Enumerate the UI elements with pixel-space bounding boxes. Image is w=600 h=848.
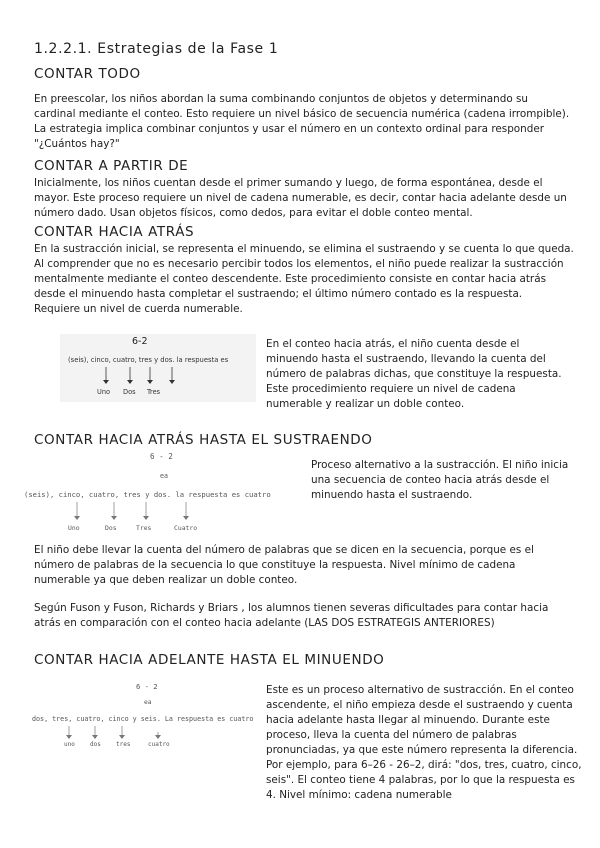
figure-annotation: ea	[144, 699, 152, 706]
figure-operation: 6 - 2	[136, 682, 158, 691]
count-label: Tres	[136, 524, 152, 532]
count-label: Tres	[147, 388, 161, 396]
figure-count-sequence: (seis), cinco, cuatro, tres y dos. la respuesta es cuatro	[24, 490, 271, 499]
heading-contar-todo: CONTAR TODO	[34, 66, 141, 82]
count-label: uno	[64, 741, 75, 748]
paragraph-figure-3: Este es un proceso alternativo de sustracción. En el conteo ascendente, el niño empieza desde el sustraendo y cuenta hacia adelante hasta llegar al minuendo. Durante este proceso, lleva la cuenta del número de palabras pronunciadas, ya que este número representa la diferencia. Por ejemplo, para 6–26 - 26–2, dirá: "dos, tres, cuatro, cinco, seis". El conteo tiene 4 palabras, por lo que la respuesta es 4. Nivel mínimo: cadena numerable	[266, 684, 582, 801]
section-title: 1.2.2.1. Estrategias de la Fase 1	[34, 41, 279, 57]
count-label: tres	[116, 741, 131, 748]
count-label: Uno	[97, 388, 111, 396]
count-label: Uno	[68, 524, 80, 532]
paragraph-fuson: Según Fuson y Fuson, Richards y Briars , los alumnos tienen severas dificultades para contar hacia atrás en comparación con el conteo hacia adelante (LAS DOS ESTRATEGIS ANTERIORES)	[34, 602, 549, 629]
heading-contar-hacia-atras: CONTAR HACIA ATRÁS	[34, 224, 195, 240]
paragraph-double-count: El niño debe llevar la cuenta del número de palabras que se dicen en la secuencia, porque es el número de palabras de la secuencia lo que constituye la respuesta. Nivel mínimo de cadena numerable ya que deben realizar un doble conteo.	[34, 544, 534, 586]
heading-atras-hasta-sustraendo: CONTAR HACIA ATRÁS HASTA EL SUSTRAENDO	[34, 432, 373, 448]
heading-contar-a-partir-de: CONTAR A PARTIR DE	[34, 158, 189, 174]
count-label: Dos	[123, 388, 136, 396]
heading-adelante-hasta-minuendo: CONTAR HACIA ADELANTE HASTA EL MINUENDO	[34, 652, 385, 668]
paragraph-figure-1: En el conteo hacia atrás, el niño cuenta desde el minuendo hasta el sustraendo, llevando la cuenta del número de palabras dichas, que constituye la respuesta. Este procedimiento requiere un nivel de cadena numerable y realizar un doble conteo.	[266, 338, 562, 410]
figure-annotation: ea	[160, 472, 168, 480]
paragraph-contar-a-partir-de: Inicialmente, los niños cuentan desde el primer sumando y luego, de forma espontánea, desde el mayor. Este proceso requiere un nivel de cadena numerable, es decir, contar hacia adelante desde un número dado. Usan objetos físicos, como dedos, para evitar el doble conteo mental.	[34, 177, 567, 219]
paragraph-contar-todo: En preescolar, los niños abordan la suma combinando conjuntos de objetos y determinando su cardinal mediante el conteo. Esto requiere un nivel básico de secuencia numérica (cadena irrompible). La estrategia implica combinar conjuntos y usar el número en un contexto ordinal para responder "¿Cuántos hay?"	[34, 93, 570, 150]
count-label: Dos	[105, 524, 117, 532]
paragraph-contar-hacia-atras: En la sustracción inicial, se representa el minuendo, se elimina el sustraendo y se cuenta lo que queda. Al comprender que no es necesario percibir todos los elementos, el niño puede realizar la sustracción mentalmente mediante el conteo descendente. Este procedimiento consiste en contar hacia atrás desde el minuendo hasta completar el sustraendo; el último número contado es la respuesta. Requiere un nivel de cuerda numerable.	[34, 243, 574, 315]
figure-operation: 6-2	[132, 336, 148, 347]
count-arrows	[22, 452, 304, 536]
figure-count-sequence: (seis), cinco, cuatro, tres y dos. la respuesta es	[68, 356, 229, 364]
figure-forward-to-minuend	[32, 682, 264, 752]
figure-count-sequence: dos, tres, cuatro, cinco y seis. La respuesta es cuatro	[32, 715, 254, 723]
count-label: dos	[90, 741, 101, 748]
count-label: Cuatro	[174, 524, 198, 532]
count-label: cuatro	[148, 741, 170, 748]
figure-backward-to-subtrahend	[22, 452, 304, 536]
paragraph-figure-2: Proceso alternativo a la sustracción. El niño inicia una secuencia de conteo hacia atrás desde el minuendo hasta el sustraendo.	[311, 459, 569, 501]
figure-operation: 6 - 2	[150, 452, 173, 461]
figure-backward-count	[60, 334, 256, 402]
